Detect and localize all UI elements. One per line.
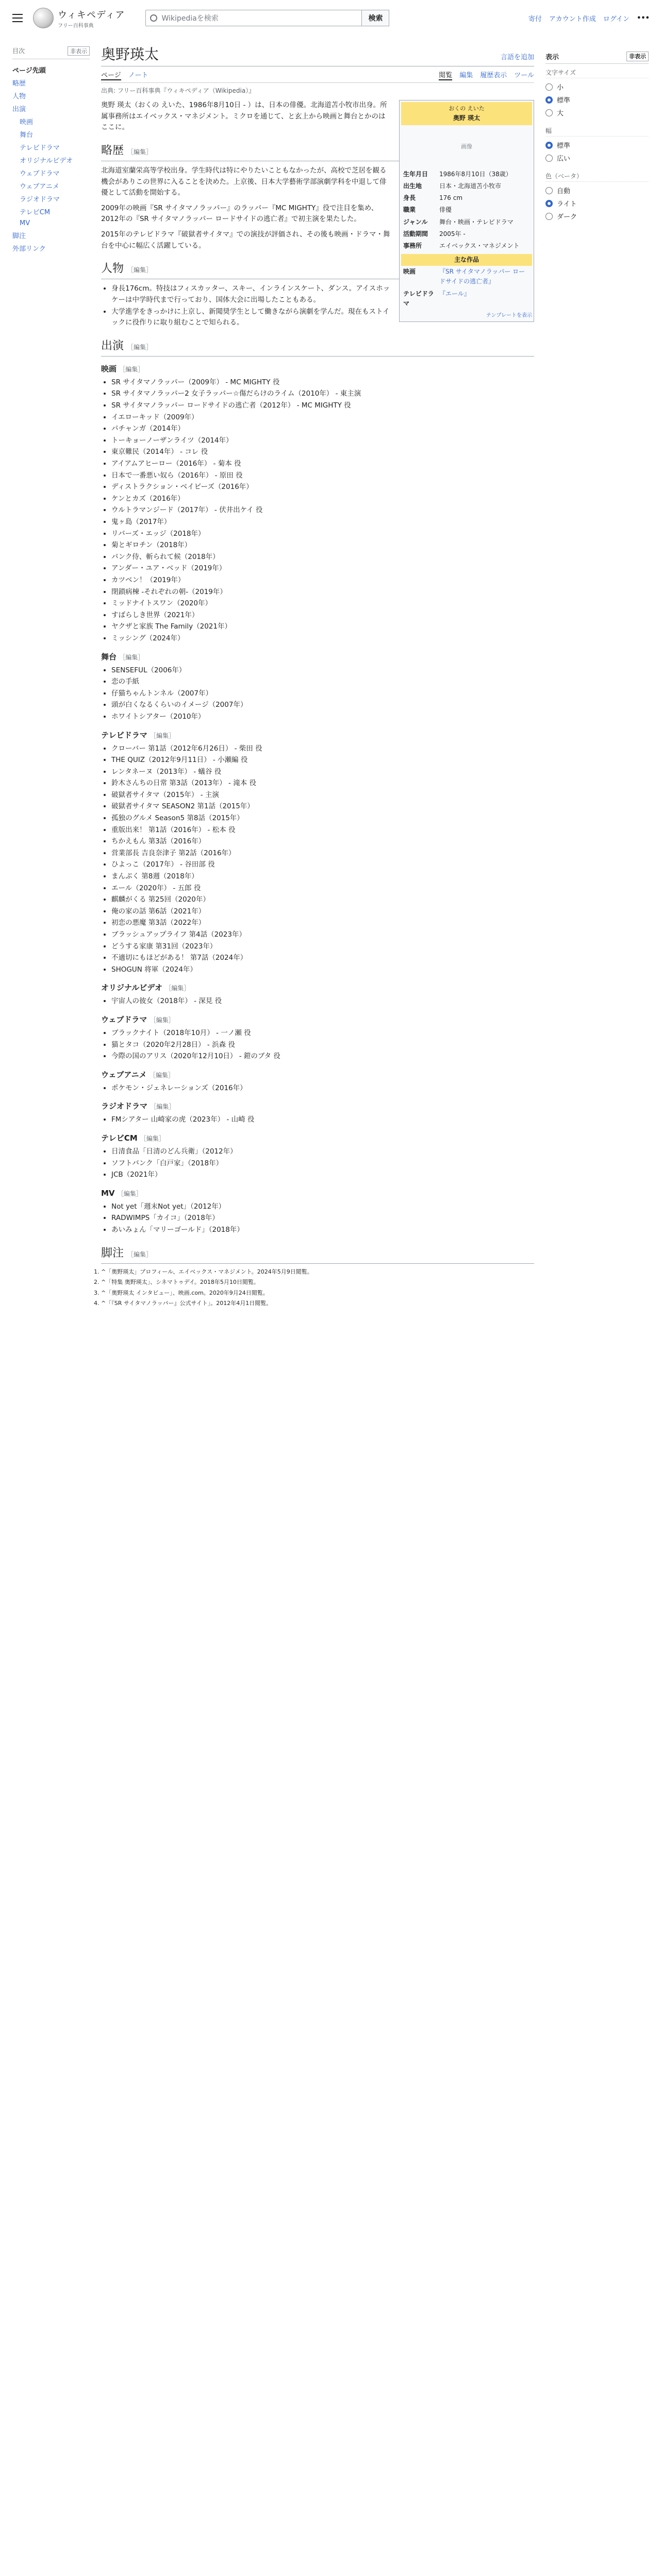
ov-item: • 宇宙人の彼女（2018年） - 深見 役 xyxy=(111,996,534,1007)
menu-icon[interactable] xyxy=(12,14,23,22)
search-icon xyxy=(150,14,157,22)
radio-icon xyxy=(545,187,553,194)
radio-option[interactable] xyxy=(545,184,649,197)
film-item: • ディストラクション・ベイビーズ（2016年） xyxy=(111,482,534,493)
film-item: • イエローキッド（2009年） xyxy=(111,412,534,423)
tv-item: • 破獄者サイタマ SEASON2 第1話（2015年） xyxy=(111,801,534,812)
film-item: • アンダー・ユア・ベッド（2019年） xyxy=(111,563,534,574)
film-item: • カツベン！（2019年） xyxy=(111,575,534,586)
tv-item: • 麒麟がくる 第25回（2020年） xyxy=(111,894,534,906)
infobox-value: 1986年8月10日（38歳） xyxy=(439,170,512,178)
infobox-header xyxy=(401,102,532,125)
film-item: • すばらしき世界（2021年） xyxy=(111,610,534,621)
infobox-works-label: 映画 xyxy=(403,268,416,276)
film-item: • パチャンガ（2014年） xyxy=(111,423,534,435)
toc-item[interactable]: 外部リンク xyxy=(12,245,46,253)
toc-hide-button[interactable]: 非表示 xyxy=(68,46,90,56)
radio-item: • FMシアター 山崎家の虎（2023年） - 山崎 役 xyxy=(111,1114,534,1126)
infobox xyxy=(399,100,534,322)
page-title: 奥野瑛太 xyxy=(101,46,159,63)
tv-item: • 重版出来！ 第1話（2016年） - 松本 役 xyxy=(111,825,534,836)
infobox-image: 画像 xyxy=(461,143,472,150)
color-title: 色（ベータ） xyxy=(545,172,649,182)
film-item: • トーキョーノーザンライツ（2014年） xyxy=(111,435,534,447)
toc-item[interactable]: 人物 xyxy=(12,93,26,100)
film-list xyxy=(101,377,534,645)
infobox-value: 日本・北海道苫小牧市 xyxy=(439,182,502,190)
web-item: • 猫とタコ（2020年2月28日） - 浜森 役 xyxy=(111,1040,534,1051)
toc-item[interactable]: 略歴 xyxy=(12,80,26,88)
create-account-link[interactable]: アカウント作成 xyxy=(549,15,596,23)
toc-item[interactable]: テレビドラマ xyxy=(20,144,60,152)
toc-item[interactable]: 脚注 xyxy=(12,232,26,240)
edit-link[interactable]: ［編集］ xyxy=(117,1190,142,1197)
ov-list xyxy=(101,996,534,1007)
infobox-section: 主な作品 xyxy=(401,254,532,266)
infobox-value: 176 cm xyxy=(439,194,463,202)
film-item: • SR サイタマノラッパー ロードサイドの逃亡者（2012年） - MC MIGHTY 役 xyxy=(111,400,534,412)
toc-item[interactable]: ウェブアニメ xyxy=(20,183,59,191)
stage-list xyxy=(101,665,534,723)
toc-item[interactable]: テレビCM xyxy=(20,209,51,216)
appearance-title: 表示 xyxy=(545,54,559,61)
infobox-template-link[interactable]: テンプレートを表示 xyxy=(486,313,532,319)
edit-link[interactable]: ［編集］ xyxy=(127,266,153,274)
radio-icon xyxy=(545,96,553,104)
toc-sidebar xyxy=(12,46,90,255)
stage-item: • 仔猫ちゃんトンネル（2007年） xyxy=(111,688,534,700)
radio-label: 自動 xyxy=(557,188,571,195)
section-cm: テレビCM ［編集］ xyxy=(101,1133,165,1143)
edit-link[interactable]: ［編集］ xyxy=(165,985,190,992)
toc-item[interactable]: オリジナルビデオ xyxy=(20,157,73,165)
infobox-value: エイベックス・マネジメント xyxy=(439,242,520,249)
bio-paragraph: 2015年のテレビドラマ『破獄者サイタマ』での演技が評価され、その後も映画・ドラマ・舞台を中心に幅広く活躍している。 xyxy=(101,230,390,250)
main-content xyxy=(101,43,534,1310)
tv-item: • 俺の家の話 第6話（2021年） xyxy=(111,906,534,918)
infobox-row xyxy=(401,180,532,192)
infobox-row xyxy=(401,216,532,228)
film-item: • アイアムアヒーロー（2016年） - 菊本 役 xyxy=(111,459,534,470)
radio-option[interactable] xyxy=(545,139,649,151)
infobox-row xyxy=(401,204,532,216)
infobox-tv[interactable]: 『エール』 xyxy=(439,290,470,297)
reference-item: 2. ^「特集 奥野瑛太」、シネマトゥデイ。2018年5月10日閲覧。 xyxy=(101,1278,534,1287)
toc-title: 目次 xyxy=(12,47,25,55)
bio-paragraph: 2009年の映画『SR サイタマノラッパー』のラッパー『MC MIGHTY』役で注目を集め、2012年の『SR サイタマノラッパー ロードサイドの逃亡者』で初主演を果たした。 xyxy=(101,204,378,224)
reference-item: 4. ^「『SR サイタマノラッパー』公式サイト」。2012年4月1日閲覧。 xyxy=(101,1299,534,1308)
toc-item[interactable]: 舞台 xyxy=(20,131,34,139)
tv-item: • 破獄者サイタマ（2015年） - 主演 xyxy=(111,790,534,801)
tab-read[interactable]: 閲覧 xyxy=(439,70,452,80)
stage-item: • ホワイトシアター（2010年） xyxy=(111,711,534,723)
film-item: • 鬼ヶ島（2017年） xyxy=(111,517,534,528)
web-item: • ブラックナイト（2018年10月） - 一ノ瀬 役 xyxy=(111,1028,534,1039)
radio-icon xyxy=(545,109,553,116)
radio-option[interactable] xyxy=(545,80,649,93)
search-button[interactable]: 検索 xyxy=(362,10,389,26)
film-item: • ミッシング（2024年） xyxy=(111,633,534,645)
radio-label: ライト xyxy=(557,200,577,208)
toc-item[interactable]: 映画 xyxy=(20,118,34,126)
search-placeholder: Wikipediaを検索 xyxy=(161,14,219,23)
mv-item: • RADWIMPS「カイコ」（2018年） xyxy=(111,1213,534,1224)
more-icon[interactable]: ••• xyxy=(637,14,650,22)
radio-option[interactable] xyxy=(545,197,649,210)
toc-item[interactable]: ウェブドラマ xyxy=(20,170,60,178)
search-form xyxy=(145,10,389,26)
user-links xyxy=(528,13,650,23)
mv-item: • あいみょん「マリーゴールド」（2018年） xyxy=(111,1225,534,1236)
tv-item: • ちかえもん 第3話（2016年） xyxy=(111,836,534,848)
infobox-row xyxy=(401,192,532,204)
radio-icon xyxy=(545,83,553,91)
tv-list xyxy=(101,743,534,976)
infobox-row xyxy=(401,240,532,252)
section-radio: ラジオドラマ ［編集］ xyxy=(101,1101,175,1111)
tv-item: • クローバー 第1話（2012年6月26日） - 柴田 役 xyxy=(111,743,534,755)
section-webanime: ウェブアニメ ［編集］ xyxy=(101,1070,174,1079)
edit-link[interactable]: ［編集］ xyxy=(127,1250,153,1258)
toc-item[interactable]: ラジオドラマ xyxy=(20,196,60,204)
person-item: • 身長176cm。特技はフィスカッター、スキー、インラインスケート、ダンス。アイスホッケーは中学時代まで行っており、国体大会に出場したこともある。 xyxy=(111,283,534,306)
tv-item: • どうする家康 第31回（2023年） xyxy=(111,941,534,953)
edit-link[interactable]: ［編集］ xyxy=(119,365,144,373)
cm-item: • 日清食品「日清のどん兵衛」（2012年） xyxy=(111,1146,534,1158)
infobox-key: ジャンル xyxy=(403,218,428,226)
film-item: • 日本で一番悪い奴ら（2016年） - 原田 役 xyxy=(111,470,534,482)
radio-list xyxy=(101,1114,534,1126)
infobox-key: 出生地 xyxy=(403,182,422,190)
width-title: 幅 xyxy=(545,126,649,137)
edit-link[interactable]: ［編集］ xyxy=(149,1071,174,1079)
section-person: 人物 ［編集］ xyxy=(101,260,534,279)
edit-link[interactable]: ［編集］ xyxy=(127,343,153,351)
film-item: • 菊とギロチン（2018年） xyxy=(111,540,534,551)
tv-item: • SHOGUN 将軍（2024年） xyxy=(111,964,534,976)
infobox-value: 舞台・映画・テレビドラマ xyxy=(439,218,514,226)
site-header xyxy=(0,0,662,36)
radio-option[interactable] xyxy=(545,106,649,119)
radio-label: 小 xyxy=(557,84,564,92)
infobox-key: 活動期間 xyxy=(403,230,428,238)
infobox-tv-label: テレビドラマ xyxy=(403,290,434,307)
web-item: • 今際の国のアリス（2020年12月10日） - 鎧のブタ 役 xyxy=(111,1051,534,1062)
radio-option[interactable] xyxy=(545,210,649,223)
tv-item: • ひよっこ（2017年） - 谷田部 役 xyxy=(111,859,534,871)
page-tabs xyxy=(101,70,534,83)
radio-option[interactable] xyxy=(545,93,649,106)
edit-link[interactable]: ［編集］ xyxy=(140,1134,165,1142)
radio-label: 標準 xyxy=(557,97,571,105)
film-item: • ウルトラマンジード（2017年） - 伏井出ケイ 役 xyxy=(111,505,534,516)
stage-item: • SENSEFUL（2006年） xyxy=(111,665,534,676)
film-item: • 閉鎖病棟 -それぞれの朝-（2019年） xyxy=(111,587,534,598)
login-link[interactable]: ログイン xyxy=(603,15,630,23)
infobox-row xyxy=(401,168,532,180)
tv-item: • 営業部長 吉良奈津子 第2話（2016年） xyxy=(111,848,534,859)
webanime-list xyxy=(101,1083,534,1094)
stage-item: • 頭が白くなるくらいのイメージ（2007年） xyxy=(111,700,534,711)
mv-item: • Not yet「週末Not yet」（2012年） xyxy=(111,1201,534,1213)
edit-link[interactable]: ［編集］ xyxy=(150,732,175,739)
film-item: • ミッドナイトスワン（2020年） xyxy=(111,598,534,609)
film-item: • リバーズ・エッジ（2018年） xyxy=(111,529,534,540)
tab-talk[interactable]: ノート xyxy=(128,72,148,79)
section-appear: 出演 ［編集］ xyxy=(101,337,534,357)
section-ov: オリジナルビデオ ［編集］ xyxy=(101,983,190,993)
search-input[interactable] xyxy=(145,10,362,26)
section-stage: 舞台 ［編集］ xyxy=(101,652,144,662)
tv-item: • 不適切にもほどがある！ 第7話（2024年） xyxy=(111,953,534,964)
donate-link[interactable]: 寄付 xyxy=(528,15,542,23)
infobox-key: 生年月日 xyxy=(403,170,428,178)
edit-link[interactable]: ［編集］ xyxy=(127,148,153,156)
radio-icon xyxy=(545,142,553,149)
radio-label: 広い xyxy=(557,155,571,163)
film-item: • パンク侍、斬られて候（2018年） xyxy=(111,552,534,563)
film-item: • ヤクザと家族 The Family（2021年） xyxy=(111,621,534,633)
section-mv: MV ［編集］ xyxy=(101,1188,142,1198)
reference-item: 1. ^「奥野瑛太」プロフィール、エイベックス・マネジメント。2024年5月9日閲覧。 xyxy=(101,1268,534,1277)
tab-history[interactable]: 履歴表示 xyxy=(480,72,507,79)
infobox-row xyxy=(401,228,532,240)
film-item: • SR サイタマノラッパー（2009年） - MC MIGHTY 役 xyxy=(111,377,534,388)
logo-subtitle: フリー百科事典 xyxy=(58,23,94,29)
intro-paragraph: 奥野 瑛太（おくの えいた、1986年8月10日 - ）は、日本の俳優。北海道苫小牧市出身。所属事務所はエイベックス・マネジメント。ミクロを通じて、と玄上から映画と舞台とかのはここに。 xyxy=(101,101,387,132)
section-bio: 略歴 ［編集］ xyxy=(101,142,534,161)
film-item: • SR サイタマノラッパー2 女子ラッパー☆傷だらけのライム（2010年） - 東主演 xyxy=(111,388,534,400)
toc-item[interactable]: 出演 xyxy=(12,106,26,113)
edit-link[interactable]: ［編集］ xyxy=(150,1103,175,1111)
radio-option[interactable] xyxy=(545,151,649,164)
infobox-value: 2005年 - xyxy=(439,230,466,238)
globe-icon xyxy=(33,8,54,28)
infobox-value: 俳優 xyxy=(439,206,452,214)
tab-edit[interactable]: 編集 xyxy=(459,72,473,79)
tv-item: • 孤独のグルメ Season5 第8話（2015年） xyxy=(111,813,534,824)
webanime-item: • ポケモン・ジェネレーションズ（2016年） xyxy=(111,1083,534,1094)
bio-paragraph: 北海道室蘭栄高等学校出身。学生時代は特にやりたいこともなかったが、高校で芝居を観る機会がありこの世界に入ることを決めた。上京後、日本大学藝術学部演劇学科を中退して俳優として活動を開始する。 xyxy=(101,166,387,197)
tv-item: • ブラッシュアップライフ 第4話（2023年） xyxy=(111,929,534,941)
toc-item[interactable]: MV xyxy=(20,219,30,227)
references-list xyxy=(101,1268,534,1308)
tv-item: • レンタネーヌ（2013年） - 蟻谷 役 xyxy=(111,767,534,778)
person-item: • 大学進学をきっかけに上京し、新聞奨学生として働きながら演劇を学んだ。現在もストイックに役作りに取り組むことで知られる。 xyxy=(111,307,534,329)
section-film: 映画 ［編集］ xyxy=(101,364,144,374)
film-item: • ケンとカズ（2016年） xyxy=(111,494,534,505)
section-web: ウェブドラマ ［編集］ xyxy=(101,1014,175,1024)
cm-item: • JCB（2021年） xyxy=(111,1170,534,1181)
infobox-key: 職業 xyxy=(403,206,416,214)
logo-title: ウィキペディア xyxy=(58,9,125,21)
edit-link[interactable]: ［編集］ xyxy=(150,1016,175,1024)
radio-label: ダーク xyxy=(557,213,577,221)
radio-icon xyxy=(545,155,553,162)
infobox-name: 奥野 瑛太 xyxy=(453,114,481,122)
edit-link[interactable]: ［編集］ xyxy=(119,653,144,661)
infobox-works[interactable]: 『SR サイタマノラッパー ロードサイドの逃亡者』 xyxy=(439,268,525,285)
web-list xyxy=(101,1028,534,1062)
radio-icon xyxy=(545,213,553,220)
tv-item: • 鈴木さんちの日常 第3話（2013年） - 滝本 役 xyxy=(111,778,534,789)
tv-item: • THE QUIZ（2012年9月11日） - 小瀬編 役 xyxy=(111,755,534,766)
radio-icon xyxy=(545,200,553,207)
site-logo[interactable] xyxy=(33,8,125,29)
tab-tools[interactable]: ツール xyxy=(514,72,534,79)
cm-list xyxy=(101,1146,534,1181)
tv-item: • 初恋の悪魔 第3話（2022年） xyxy=(111,918,534,929)
text-size-title: 文字サイズ xyxy=(545,68,649,78)
radio-label: 標準 xyxy=(557,142,571,150)
from-line: 出典: フリー百科事典『ウィキペディア（Wikipedia）』 xyxy=(101,87,255,94)
appearance-panel xyxy=(545,52,649,230)
section-notes: 脚注 ［編集］ xyxy=(101,1244,534,1264)
stage-item: • 恋の手紙 xyxy=(111,676,534,688)
mv-list xyxy=(101,1201,534,1236)
infobox-key: 身長 xyxy=(403,194,416,202)
tv-item: • まんぷく 第8週（2018年） xyxy=(111,871,534,883)
cm-item: • ソフトバンク「白戸家」（2018年） xyxy=(111,1158,534,1170)
language-button[interactable]: 言語を追加 xyxy=(500,54,534,61)
tv-item: • エール（2020年） - 五郎 役 xyxy=(111,883,534,894)
tab-page[interactable]: ページ xyxy=(101,70,121,80)
reference-item: 3. ^「奥野瑛太 インタビュー」、映画.com。2020年9月24日閲覧。 xyxy=(101,1289,534,1298)
radio-label: 大 xyxy=(557,110,564,117)
film-item: • 東京難民（2014年） - コレ 役 xyxy=(111,447,534,458)
infobox-kana: おくの えいた xyxy=(449,105,485,112)
toc-item[interactable]: ページ先頭 xyxy=(12,67,46,75)
infobox-key: 事務所 xyxy=(403,242,422,249)
section-tv: テレビドラマ ［編集］ xyxy=(101,730,175,740)
appearance-hide-button[interactable]: 非表示 xyxy=(626,52,649,61)
